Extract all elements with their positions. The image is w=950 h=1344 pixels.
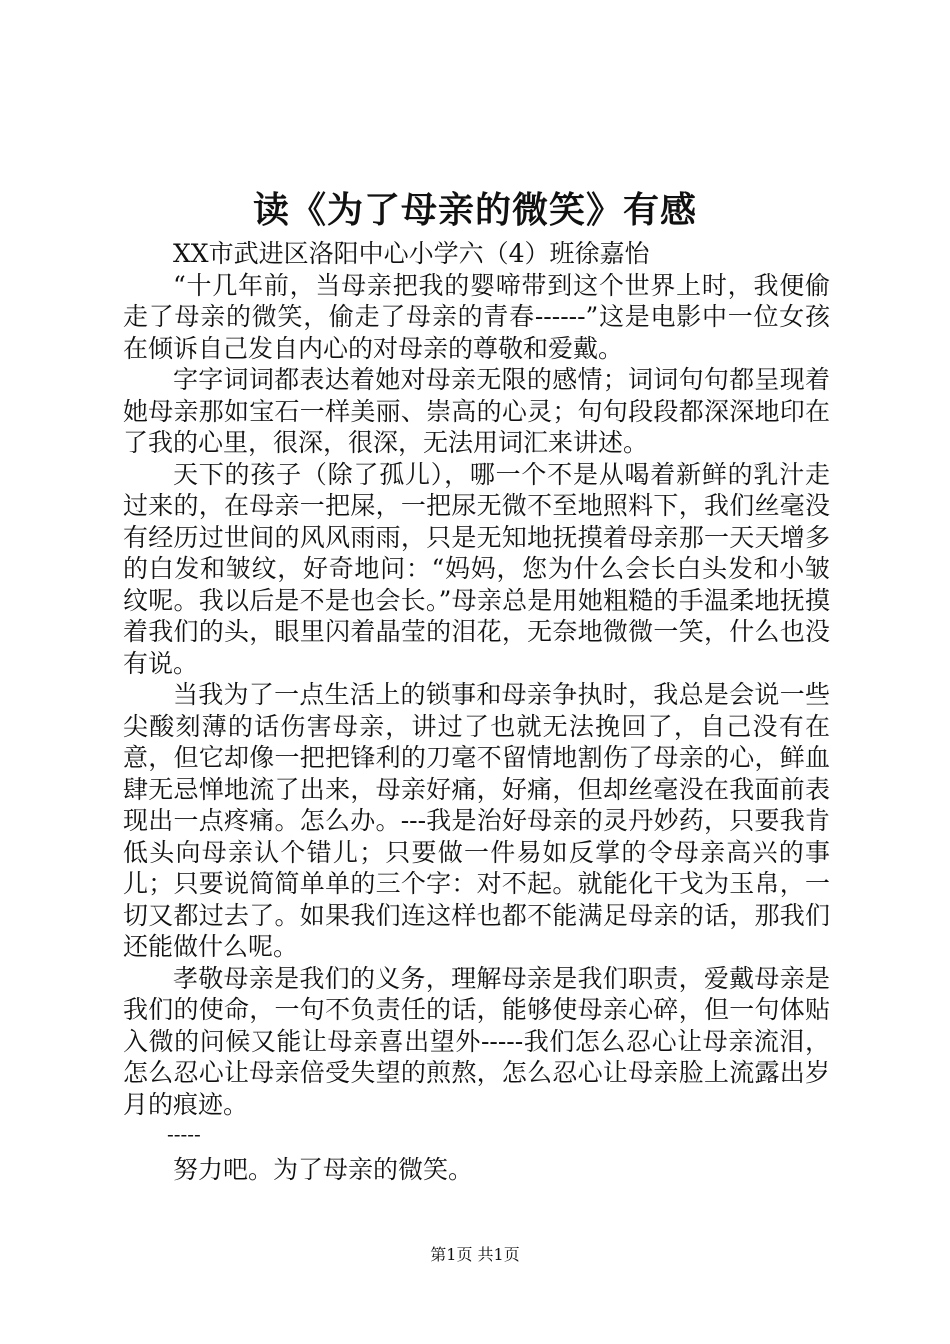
closing-line: 努力吧。为了母亲的微笑。 [173,1155,474,1184]
page-title: 读《为了母亲的微笑》有感 [252,189,697,231]
paragraph-2: 字字词词都表达着她对母亲无限的感情；词词句句都呈现着她母亲那如宝石一样美丽、崇高的心灵；句句段段都深深地印在了我的心里，很深，很深，无法用词汇来讲述。 [123,365,830,457]
paragraph-5: 孝敬母亲是我们的义务，理解母亲是我们职责，爱戴母亲是我们的使命，一句不负责任的话，能够使母亲心碎，但一句体贴入微的问候又能让母亲喜出望外-----我们怎么忍心让母亲流泪，怎么忍心让母亲倍受失望的煎熬，怎么忍心让母亲脸上流露出岁月的痕迹。 [123,963,830,1119]
paragraph-1: “十几年前，当母亲把我的婴啼带到这个世界上时，我便偷走了母亲的微笑，偷走了母亲的青春------”这是电影中一位女孩在倾诉自己发自内心的对母亲的尊敬和爱戴。 [123,270,830,363]
author-line: XX市武进区洛阳中心小学六（4）班徐嘉怡 [173,239,650,268]
page-footer: 第1页 共1页 [430,1245,520,1264]
document-body [123,238,830,1186]
paragraph-4: 当我为了一点生活上的锁事和母亲争执时，我总是会说一些尖酸刻薄的话伤害母亲，讲过了也就无法挽回了，自己没有在意，但它却像一把把锋利的刀毫不留情地割伤了母亲的心，鲜血肆无忌惮地流了出来，母亲好痛，好痛，但却丝毫没在我面前表现出一点疼痛。怎么办。---我是治好母亲的灵丹妙药，只要我肯低头向母亲认个错儿；只要做一件易如反掌的令母亲高兴的事儿；只要说简简单单的三个字：对不起。就能化干戈为玉帛，一切又都过去了。如果我们连这样也都不能满足母亲的话，那我们还能做什么呢。 [123,680,830,961]
dash-line: ----- [167,1122,201,1146]
paragraph-3: 天下的孩子（除了孤儿），哪一个不是从喝着新鲜的乳汁走过来的，在母亲一把屎，一把尿无微不至地照料下，我们丝毫没有经历过世间的风风雨雨，只是无知地抚摸着母亲那一天天增多的白发和皱纹，好奇地问：“妈妈，您为什么会长白头发和小皱纹呢。我以后是不是也会长。”母亲总是用她粗糙的手温柔地抚摸着我们的头，眼里闪着晶莹的泪花，无奈地微微一笑，什么也没有说。 [123,459,830,678]
